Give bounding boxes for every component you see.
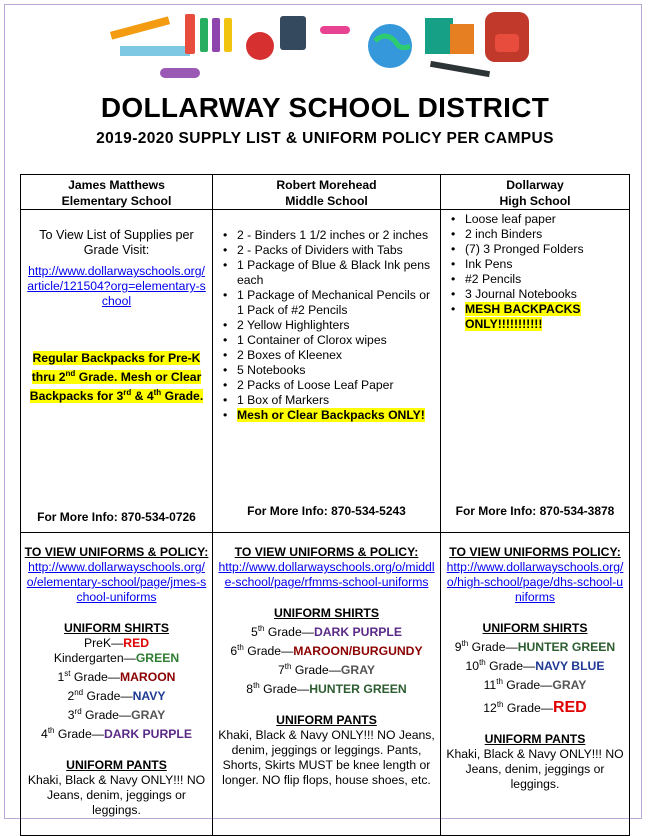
- shirt-color: GRAY: [552, 678, 587, 693]
- shirt-grade-label: Grade—: [264, 625, 314, 640]
- shirt-grade-label: Grade—: [503, 701, 553, 716]
- shirt-grade: 6: [230, 644, 238, 659]
- shirt-grade-suffix: rd: [74, 707, 82, 717]
- shirt-row: [21, 651, 212, 666]
- shirt-grade: 11: [483, 678, 497, 693]
- uniform-shirts-heading: UNIFORM SHIRTS: [274, 606, 379, 620]
- uniform-link-wrap: [213, 560, 440, 590]
- shirt-grade: Kindergarten: [53, 651, 124, 665]
- supply-item: • 1 Container of Clorox wipes: [213, 333, 434, 348]
- elementary-header: [21, 175, 213, 210]
- shirt-color: NAVY BLUE: [535, 659, 605, 674]
- high-uniform-section: [441, 533, 629, 835]
- elementary-backpack-note: [21, 309, 212, 404]
- supply-item: • (7) 3 Pronged Folders: [441, 242, 623, 257]
- shirt-grade-suffix: th: [496, 700, 504, 710]
- brush-icon: [430, 61, 490, 77]
- shirt-grade: 1: [57, 670, 65, 685]
- shirt-grade: 3: [67, 708, 75, 723]
- uniform-pants-text: Khaki, Black & Navy ONLY!!! NO Jeans, denim, jeggings or leggings.: [27, 773, 206, 818]
- high-supplies-list: [441, 210, 629, 332]
- uniform-pants-heading: UNIFORM PANTS: [66, 758, 167, 773]
- shirt-grade-label: Grade—: [502, 678, 553, 693]
- campus-table: [20, 174, 630, 836]
- shirt-row: [213, 621, 440, 640]
- book-icon: [450, 24, 474, 54]
- elementary-supplies-link[interactable]: http://www.dollarwayschools.org/article/121504?org=elementary-school: [27, 264, 206, 308]
- elementary-info: For More Info: 870-534-0726: [37, 510, 196, 524]
- middle-supplies-cell: [213, 210, 441, 533]
- backpack-text: MESH BACKPACKS ONLY!!!!!!!!!!!: [465, 302, 581, 331]
- uniform-link-wrap: [21, 560, 212, 605]
- supply-item: • 2 Boxes of Kleenex: [213, 348, 434, 363]
- backpack-requirement: [441, 302, 623, 332]
- supply-item: • Ink Pens: [441, 257, 623, 272]
- shirt-grade-suffix: nd: [74, 688, 84, 698]
- supply-item: • 1 Package of Blue & Black Ink pens each: [213, 258, 434, 288]
- high-header: [441, 175, 630, 210]
- high-supplies-cell: [441, 210, 630, 533]
- shirt-color: HUNTER GREEN: [517, 640, 616, 655]
- supply-item: • 2 Yellow Highlighters: [213, 318, 434, 333]
- elementary-intro: To View List of Supplies per Grade Visit:: [39, 228, 194, 257]
- campus-header-row: [21, 175, 630, 210]
- pencil-icon: [110, 16, 170, 39]
- crayon-icon: [200, 18, 208, 52]
- book-icon: [425, 18, 453, 54]
- supply-item: • 1 Package of Mechanical Pencils or 1 Pack of #2 Pencils: [213, 288, 434, 318]
- shirt-grade-label: —: [111, 636, 124, 650]
- middle-uniform-section: [213, 533, 440, 835]
- shirt-color: NAVY: [132, 689, 166, 704]
- shirt-grade-label: Grade—: [468, 640, 518, 655]
- backpack-text: Mesh or Clear Backpacks ONLY!: [237, 408, 425, 422]
- shirt-row: [21, 636, 212, 651]
- shirt-grade: 10: [465, 659, 480, 674]
- shirt-grade: 2: [67, 689, 75, 704]
- shirt-color: GREEN: [135, 651, 180, 665]
- shirt-row: [213, 659, 440, 678]
- elementary-uniform-cell: [21, 533, 213, 836]
- backpack-text-d: Grade.: [161, 389, 204, 404]
- backpack-requirement: [213, 408, 434, 423]
- uniform-pants-heading: UNIFORM PANTS: [484, 732, 586, 747]
- uniform-heading: TO VIEW UNIFORMS & POLICY:: [234, 545, 419, 559]
- elementary-name-line2: Elementary School: [61, 194, 172, 208]
- uniform-shirts-heading: UNIFORM SHIRTS: [482, 621, 588, 635]
- shirt-grade-suffix: th: [479, 658, 486, 668]
- uniform-heading: TO VIEW UNIFORMS & POLICY:: [24, 545, 209, 559]
- shirt-grade-label: Grade—: [54, 727, 104, 742]
- page-subtitle: 2019-2020 SUPPLY LIST & UNIFORM POLICY PER CAMPUS: [96, 130, 554, 147]
- shirt-row: [441, 655, 629, 674]
- shirt-grade-suffix: th: [47, 726, 55, 736]
- shirt-row: [441, 636, 629, 655]
- shirt-grade-label: Grade—: [291, 663, 341, 678]
- shirt-grade: 5: [251, 625, 258, 640]
- shirt-color: HUNTER GREEN: [309, 682, 407, 697]
- shirt-grade: 7: [278, 663, 285, 678]
- supplies-row: [21, 210, 630, 533]
- shirt-grade-suffix: th: [496, 677, 503, 687]
- uniform-heading: TO VIEW UNIFORMS POLICY:: [449, 545, 621, 559]
- shirt-row: [441, 697, 629, 716]
- shirt-row: [441, 674, 629, 693]
- backpack-sup-2: rd: [123, 388, 132, 398]
- middle-info: For More Info: 870-534-5243: [247, 504, 406, 518]
- uniform-pants-heading: UNIFORM PANTS: [276, 713, 377, 728]
- shirt-grade: 9: [454, 640, 462, 655]
- high-name-line1: Dollarway: [506, 178, 564, 192]
- shirt-grade-label: Grade—: [259, 682, 310, 697]
- shirt-grade-label: Grade—: [243, 644, 294, 659]
- shirt-grade-label: —: [123, 651, 136, 665]
- shirt-grade-suffix: st: [64, 669, 71, 678]
- high-info: For More Info: 870-534-3878: [455, 504, 615, 518]
- shirt-color: GRAY: [340, 663, 375, 678]
- backpack-text-a: Regular Backpacks for Pre-K thru 2: [31, 351, 201, 385]
- shirt-row: [213, 640, 440, 659]
- supply-item: • 5 Notebooks: [213, 363, 434, 378]
- supply-item: • 1 Box of Markers: [213, 393, 434, 408]
- backpack-sup-1: nd: [65, 369, 76, 378]
- shirt-grade-suffix: th: [284, 662, 292, 672]
- elementary-supplies-cell: [21, 210, 213, 533]
- uniform-row: [21, 533, 630, 836]
- calculator-icon: [280, 16, 306, 50]
- shirt-grade-label: Grade—: [81, 708, 132, 723]
- middle-name-line2: Middle School: [285, 194, 368, 208]
- school-supplies-banner: [100, 6, 540, 98]
- shirt-row: [21, 666, 212, 685]
- middle-supplies-list: [213, 210, 440, 423]
- shirt-color: RED: [552, 699, 587, 717]
- supply-item: • 2 Packs of Loose Leaf Paper: [213, 378, 434, 393]
- page-title: DOLLARWAY SCHOOL DISTRICT: [100, 92, 550, 123]
- paint-palette-icon: [160, 68, 200, 78]
- shirt-grade-suffix: th: [237, 643, 244, 653]
- shirt-grade: 4: [41, 727, 48, 742]
- uniform-pants-text: Khaki, Black & Navy ONLY!!! NO Jeans, denim, jeggings or leggings.: [446, 747, 624, 792]
- marker-icon: [185, 14, 195, 54]
- shirt-grade-suffix: th: [253, 681, 260, 691]
- shirt-grade: PreK: [83, 636, 112, 650]
- scissors-icon: [320, 26, 350, 34]
- uniform-shirts-heading: UNIFORM SHIRTS: [64, 621, 169, 635]
- middle-header: [213, 175, 441, 210]
- middle-uniform-cell: [213, 533, 441, 836]
- shirt-color: MAROON/BURGUNDY: [293, 644, 423, 659]
- shirt-grade-label: Grade—: [485, 659, 536, 674]
- shirt-row: [213, 678, 440, 697]
- ruler-icon: [120, 46, 190, 56]
- backpack-text-b: Grade. Mesh or Clear Backpacks for 3: [29, 370, 202, 404]
- shirt-row: [21, 723, 212, 742]
- shirt-color: DARK PURPLE: [103, 727, 192, 742]
- shirt-grade-suffix: th: [257, 624, 265, 633]
- shirt-row: [21, 685, 212, 704]
- uniform-policy-link[interactable]: http://www.dollarwayschools.org/o/middle-school/page/rfmms-school-uniforms: [218, 560, 435, 589]
- backpack-text-c: & 4: [131, 389, 154, 404]
- apple-icon: [246, 32, 274, 60]
- supply-item: • 2 - Packs of Dividers with Tabs: [213, 243, 434, 258]
- supply-item: • 2 - Binders 1 1/2 inches or 2 inches: [213, 228, 434, 243]
- crayon-icon: [212, 18, 220, 52]
- supply-item: • 2 inch Binders: [441, 227, 623, 242]
- crayon-icon: [224, 18, 232, 52]
- high-uniform-cell: [441, 533, 630, 836]
- shirt-grade-suffix: th: [461, 639, 469, 648]
- supply-item: • 3 Journal Notebooks: [441, 287, 623, 302]
- shirt-color: DARK PURPLE: [313, 625, 402, 640]
- middle-name-line1: Robert Morehead: [276, 178, 377, 192]
- supply-item: • #2 Pencils: [441, 272, 623, 287]
- high-name-line2: High School: [499, 194, 571, 208]
- shirt-grade: 8: [246, 682, 254, 697]
- uniform-policy-link[interactable]: http://www.dollarwayschools.org/o/elementary-school/page/jmes-school-uniforms: [26, 560, 207, 604]
- uniform-policy-link[interactable]: http://www.dollarwayschools.org/o/high-school/page/dhs-school-uniforms: [446, 560, 624, 604]
- elementary-uniform-section: [21, 533, 212, 835]
- uniform-pants-text: Khaki, Black & Navy ONLY!!! NO Jeans, denim, jeggings or leggings. Pants, Shorts, Skirts MUST be knee length or longer. NO flip flops, house shoes, etc.: [218, 728, 435, 788]
- uniform-link-wrap: [441, 560, 629, 605]
- shirt-grade-label: Grade—: [70, 670, 120, 685]
- shirt-color: RED: [123, 636, 150, 650]
- supply-item: • Loose leaf paper: [441, 212, 623, 227]
- shirt-row: [21, 704, 212, 723]
- backpack-sup-3: th: [153, 388, 162, 398]
- shirt-grade-label: Grade—: [83, 689, 133, 704]
- shirt-color: MAROON: [119, 670, 176, 685]
- shirt-color: GRAY: [131, 708, 166, 723]
- elementary-name-line1: James Matthews: [68, 178, 165, 192]
- shirt-grade: 12: [483, 701, 497, 716]
